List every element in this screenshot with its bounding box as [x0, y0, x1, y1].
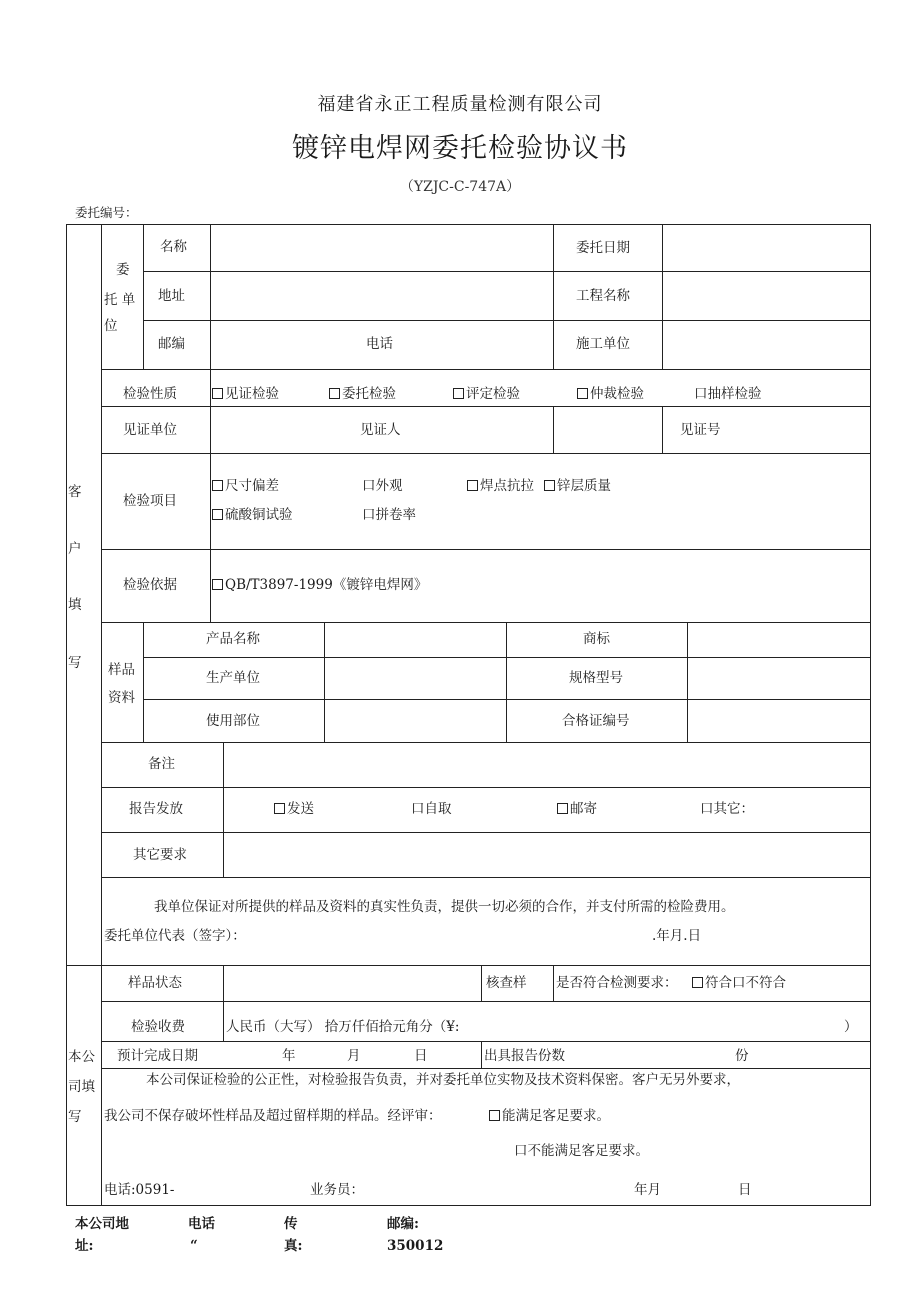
cert-number-label: 合格证编号 [562, 713, 630, 729]
item-dimension-deviation[interactable]: 尺寸偏差 [212, 480, 279, 494]
entrust-date-label: 委托日期 [576, 240, 630, 256]
option-sampling-inspection[interactable]: 口抽样检验 [694, 386, 762, 402]
delivery-mail-option[interactable]: 邮寄 [557, 803, 597, 817]
option-witness-inspection[interactable]: 见证检验 [212, 388, 279, 402]
trademark-field[interactable] [689, 624, 869, 656]
estimated-finish-date-label: 预计完成日期 [117, 1048, 198, 1064]
sample-state-label: 样品状态 [128, 975, 182, 991]
footer-address-label: 本公司地 [75, 1216, 129, 1232]
footer-address-label-2: 址: [75, 1238, 94, 1254]
footer-phone-mark: “ [190, 1238, 198, 1254]
checkbox-icon [212, 388, 223, 399]
client-phone-label: 电话 [366, 336, 393, 352]
spec-model-field[interactable] [689, 659, 869, 698]
option-arbitration-inspection[interactable]: 仲裁检验 [577, 388, 644, 402]
option-entrusted-inspection[interactable]: 委托检验 [329, 388, 396, 402]
footer-phone-label: 电话 [188, 1216, 215, 1232]
declaration-date: .年月.日 [652, 928, 702, 944]
client-representative-signature-label: 委托单位代表（签字）： [104, 928, 246, 944]
document-title: 镀锌电焊网委托检验协议书 [292, 133, 628, 164]
client-address-label: 地址 [158, 288, 185, 304]
inspection-fee-close: ） [844, 1019, 858, 1035]
delivery-other-option[interactable]: 口其它： [700, 801, 754, 817]
client-name-field[interactable] [212, 226, 551, 270]
checkbox-icon [692, 977, 703, 988]
use-part-label: 使用部位 [206, 713, 260, 729]
report-copies-label: 出具报告份数 [484, 1048, 565, 1064]
checkbox-icon [544, 480, 555, 491]
item-appearance[interactable]: 口外观 [362, 478, 403, 494]
remark-field[interactable] [225, 744, 869, 786]
sample-state-field[interactable] [225, 967, 479, 1000]
checkbox-icon [577, 388, 588, 399]
product-name-field[interactable] [326, 624, 504, 656]
conformity-label: 是否符合检测要求： [556, 975, 678, 991]
client-address-field[interactable] [212, 273, 551, 319]
project-name-field[interactable] [664, 273, 869, 319]
delivery-self-pick-option[interactable]: 口自取 [411, 801, 452, 817]
finish-day: 日 [414, 1048, 428, 1064]
footer-fax-label: 传 [284, 1216, 298, 1232]
item-roll-splicing-rate[interactable]: 口拼卷率 [362, 507, 416, 523]
client-postcode-label: 邮编 [158, 336, 185, 352]
remark-label: 备注 [148, 756, 175, 772]
product-name-label: 产品名称 [206, 631, 260, 647]
checkbox-icon [212, 579, 223, 590]
witness-number-label: 见证号 [680, 422, 721, 438]
company-phone: 电话:0591- [104, 1182, 175, 1198]
project-name-label: 工程名称 [576, 288, 630, 304]
checkbox-icon [212, 480, 223, 491]
footer-fax-label-2: 真: [284, 1238, 303, 1254]
checkbox-icon [489, 1110, 500, 1121]
use-part-field[interactable] [326, 701, 504, 741]
checkbox-icon [212, 509, 223, 520]
other-requirements-field[interactable] [225, 834, 869, 876]
item-zinc-layer-quality[interactable]: 锌层质量 [544, 480, 611, 494]
check-sample-label: 核查样 [486, 975, 527, 991]
checkbox-icon [329, 388, 340, 399]
witness-person-label: 见证人 [360, 422, 401, 438]
guarantee-line-1: 本公司保证检验的公正性，对检验报告负责，并对委托单位实物及技术资料保密。客户无另外要求， [146, 1072, 740, 1088]
report-delivery-label: 报告发放 [129, 801, 183, 817]
checkbox-icon [467, 480, 478, 491]
checkbox-icon [453, 388, 464, 399]
construction-unit-label: 施工单位 [576, 336, 630, 352]
basis-standard-option[interactable]: QB/T3897-1999《镀锌电焊网》 [212, 579, 427, 593]
inspection-fee-value[interactable]: 人民币（大写） 拾万仟佰拾元角分（¥: [226, 1019, 460, 1035]
construction-unit-field[interactable] [664, 322, 869, 368]
report-copies-unit: 份 [735, 1048, 749, 1064]
checkbox-icon [274, 803, 285, 814]
manufacturer-label: 生产单位 [206, 670, 260, 686]
declaration-text: 我单位保证对所提供的样品及资料的真实性负责，提供一切必须的合作，并支付所需的检险费用。 [154, 899, 735, 915]
item-copper-sulfate-test[interactable]: 硫酸铜试验 [212, 509, 293, 523]
trademark-label: 商标 [583, 631, 610, 647]
finish-year: 年 [282, 1048, 296, 1064]
sign-day: 日 [738, 1182, 752, 1198]
cert-number-field[interactable] [689, 701, 869, 741]
entrust-number-label: 委托编号： [75, 205, 138, 220]
footer-postcode: 350012 [387, 1238, 444, 1254]
salesman-label: 业务员： [310, 1182, 364, 1198]
option-evaluation-inspection[interactable]: 评定检验 [453, 388, 520, 402]
other-requirements-label: 其它要求 [133, 847, 187, 863]
can-meet-option[interactable]: 能满足客足要求。 [489, 1110, 610, 1124]
manufacturer-field[interactable] [326, 659, 504, 698]
inspection-items-label: 检验项目 [123, 493, 177, 509]
entrust-date-field[interactable] [664, 226, 869, 270]
guarantee-line-2: 我公司不保存破坏性样品及超过留样期的样品。经评审： [104, 1108, 442, 1124]
document-code: （YZJC-C-747A） [399, 179, 521, 195]
cannot-meet-option[interactable]: 口不能满足客足要求。 [514, 1143, 649, 1159]
witness-unit-label: 见证单位 [123, 422, 177, 438]
finish-month: 月 [347, 1048, 361, 1064]
sign-year-month: 年月 [634, 1182, 661, 1198]
footer-postcode-label: 邮编: [387, 1216, 419, 1232]
inspection-fee-label: 检验收费 [131, 1019, 185, 1035]
inspection-nature-label: 检验性质 [123, 386, 177, 402]
checkbox-icon [557, 803, 568, 814]
company-name: 福建省永正工程质量检测有限公司 [317, 94, 603, 115]
client-name-label: 名称 [160, 239, 187, 255]
inspection-basis-label: 检验依据 [123, 577, 177, 593]
spec-model-label: 规格型号 [569, 670, 623, 686]
conformity-option[interactable]: 符合口不符合 [692, 977, 786, 991]
delivery-send-option[interactable]: 发送 [274, 803, 314, 817]
item-weld-tensile[interactable]: 焊点抗拉 [467, 480, 534, 494]
